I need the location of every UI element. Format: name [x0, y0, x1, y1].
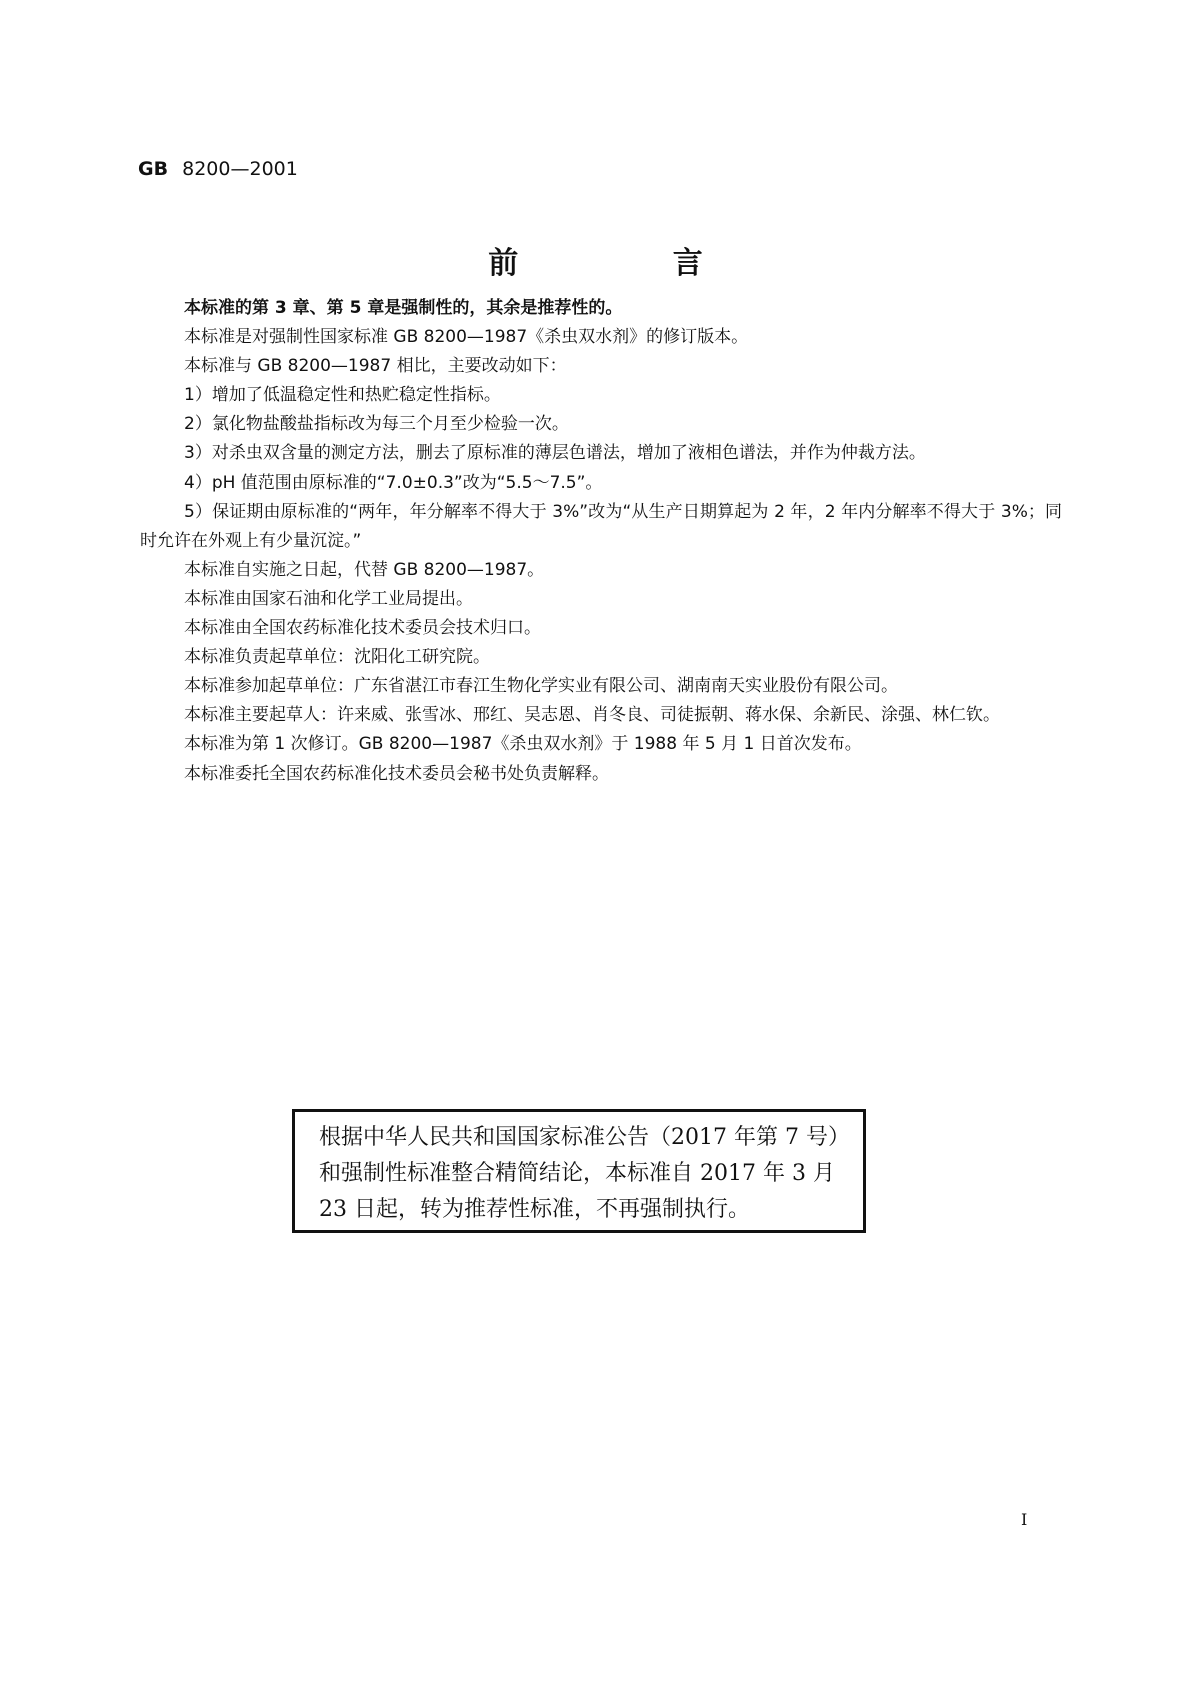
- paragraph: 本标准主要起草人：许来威、张雪冰、邢红、吴志恩、肖冬良、司徒振朝、蒋水保、余新民、涂强、林仁钦。: [184, 705, 1000, 726]
- paragraph: 本标准为第 1 次修订。GB 8200—1987《杀虫双水剂》于 1988 年 5 月 1 日首次发布。: [184, 734, 862, 755]
- list-item: 1）增加了低温稳定性和热贮稳定性指标。: [184, 385, 501, 406]
- list-item: 4）pH 值范围由原标准的“7.0±0.3”改为“5.5～7.5”。: [184, 472, 603, 493]
- paragraph: 本标准的第 3 章、第 5 章是强制性的，其余是推荐性的。: [184, 298, 623, 318]
- paragraph: 本标准负责起草单位：沈阳化工研究院。: [184, 647, 490, 668]
- paragraph: 本标准是对强制性国家标准 GB 8200—1987《杀虫双水剂》的修订版本。: [184, 327, 749, 348]
- page-number: I: [1021, 1510, 1028, 1529]
- page-title: 前 言: [488, 246, 775, 281]
- list-item: 3）对杀虫双含量的测定方法，删去了原标准的薄层色谱法，增加了液相色谱法，并作为仲裁方法。: [184, 443, 926, 464]
- foreword-body: [140, 294, 1062, 789]
- list-item: 2）氯化物盐酸盐指标改为每三个月至少检验一次。: [184, 414, 569, 435]
- paragraph: 本标准与 GB 8200—1987 相比，主要改动如下：: [184, 356, 567, 377]
- paragraph: 本标准委托全国农药标准化技术委员会秘书处负责解释。: [184, 763, 609, 784]
- paragraph: 本标准参加起草单位：广东省湛江市春江生物化学实业有限公司、湖南南天实业股份有限公司。: [184, 676, 898, 697]
- standard-code: [138, 158, 298, 180]
- list-item: 5）保证期由原标准的“两年，年分解率不得大于 3%”改为“从生产日期算起为 2 年，2 年内分解率不得大于 3%；同时允许在外观上有少量沉淀。”: [140, 501, 1062, 551]
- standard-number: 8200—2001: [182, 158, 298, 180]
- notice-box: 根据中华人民共和国国家标准公告（2017 年第 7 号）和强制性标准整合精简结论，本标准自 2017 年 3 月 23 日起，转为推荐性标准，不再强制执行。: [292, 1109, 866, 1233]
- standard-prefix: GB: [138, 158, 169, 180]
- paragraph: 本标准自实施之日起，代替 GB 8200—1987。: [184, 559, 545, 580]
- paragraph: 本标准由全国农药标准化技术委员会技术归口。: [184, 618, 541, 639]
- paragraph: 本标准由国家石油和化学工业局提出。: [184, 588, 473, 609]
